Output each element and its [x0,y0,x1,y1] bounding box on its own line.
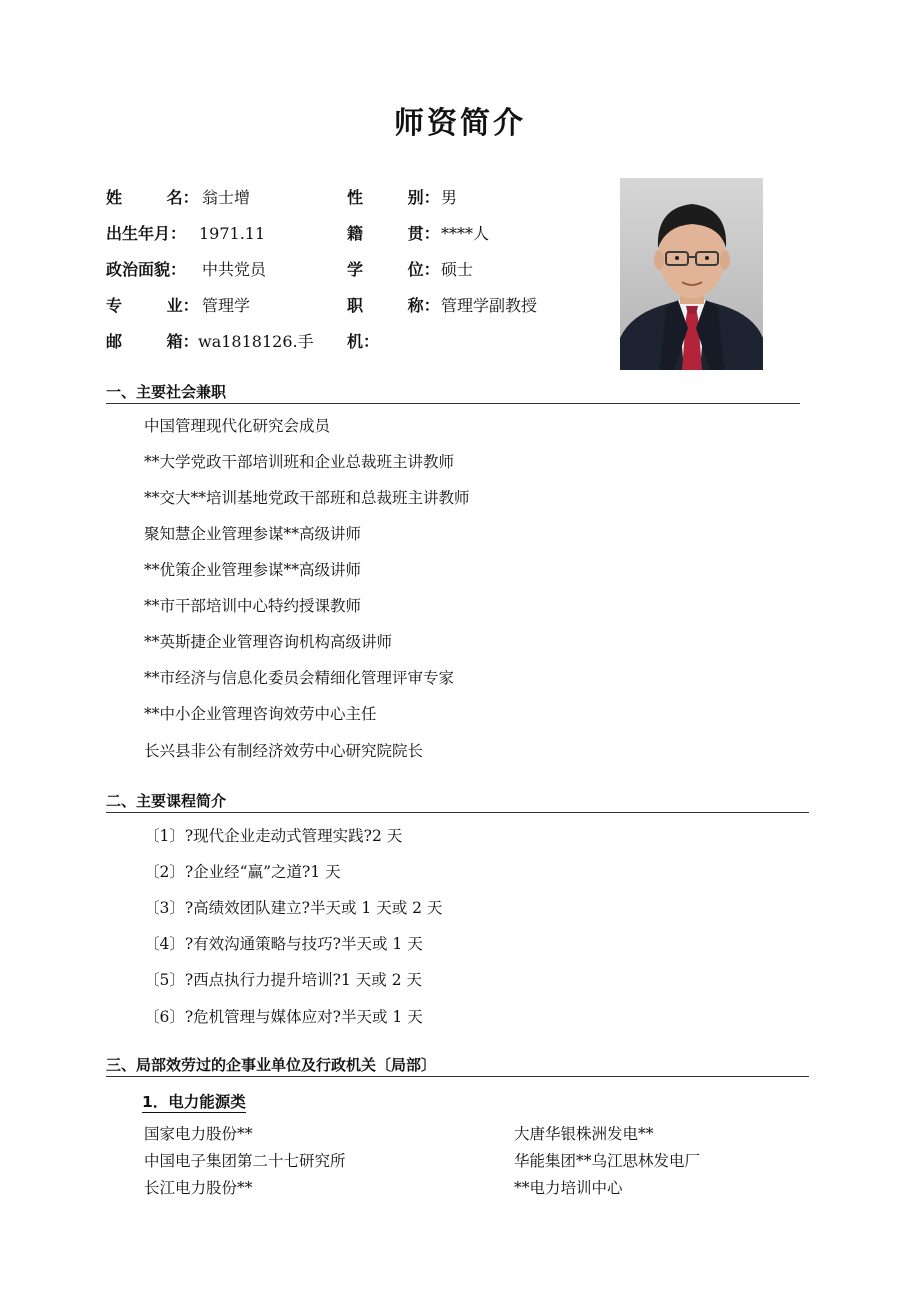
client-item-right: 华能集团**乌江思林发电厂 [514,1152,701,1170]
course-item: 〔4〕?有效沟通策略与技巧?半天或 1 天 [144,935,423,953]
course-item: 〔6〕?危机管理与媒体应对?半天或 1 天 [144,1008,423,1026]
list-item: **交大**培训基地党政干部班和总裁班主讲教师 [144,489,470,507]
client-item-right: 大唐华银株洲发电** [514,1125,654,1143]
major-value: 管理学 [202,296,251,315]
degree-value: 硕士 [441,260,474,279]
title-label: 职 称： [347,296,440,315]
birth-label: 出生年月： [106,224,187,243]
name-label: 姓 名： [106,188,199,207]
phone-label: 机： [347,332,380,351]
list-item: **市经济与信息化委员会精细化管理评审专家 [144,669,455,687]
section-heading-clients: 三、局部效劳过的企事业单位及行政机关〔局部〕 [106,1055,809,1077]
politics-value: 中共党员 [202,260,267,279]
client-item-right: **电力培训中心 [514,1179,623,1197]
major-label: 专 业： [106,296,199,315]
list-item: 中国管理现代化研究会成员 [144,417,331,435]
course-item: 〔3〕?高绩效团队建立?半天或 1 天或 2 天 [144,899,443,917]
course-item: 〔5〕?西点执行力提升培训?1 天或 2 天 [144,971,422,989]
info-row-politics-degree [106,259,586,281]
email-label: 邮 箱： [106,332,199,351]
course-item: 〔1〕?现代企业走动式管理实践?2 天 [144,827,403,845]
info-row-major-title [106,295,586,317]
portrait-photo [620,178,763,370]
gender-label: 性 别： [347,188,440,207]
list-item: 长兴县非公有制经济效劳中心研究院院长 [144,742,424,760]
list-item: **英斯捷企业管理咨询机构高级讲师 [144,633,393,651]
info-row-name-gender [106,187,586,209]
degree-label: 学 位： [347,260,440,279]
list-item: 聚知慧企业管理参谋**高级讲师 [144,525,362,543]
politics-label: 政治面貌： [106,260,187,279]
client-item-left: 国家电力股份** [144,1125,253,1143]
info-row-email-phone [106,331,586,353]
course-item: 〔2〕?企业经“赢”之道?1 天 [144,863,341,881]
origin-value: ****人 [441,224,490,243]
section-heading-courses: 二、主要课程简介 [106,791,809,813]
subheading-power-energy: 1．电力能源类 [142,1093,246,1111]
name-value: 翁士增 [202,188,251,207]
client-item-left: 中国电子集团第二十七研究所 [144,1152,346,1170]
list-item: **大学党政干部培训班和企业总裁班主讲教师 [144,453,455,471]
list-item: **市干部培训中心特约授课教师 [144,597,362,615]
birth-value: 1971.11 [199,224,266,243]
list-item: **优策企业管理参谋**高级讲师 [144,561,362,579]
portrait-illustration [620,178,763,370]
info-row-birth-origin [106,223,586,245]
title-value: 管理学副教授 [441,296,538,315]
page-title: 师资简介 [394,106,526,141]
email-value: wa1818126.手 [198,332,314,351]
gender-value: 男 [441,188,458,207]
list-item: **中小企业管理咨询效劳中心主任 [144,705,377,723]
client-item-left: 长江电力股份** [144,1179,253,1197]
section-heading-social-roles: 一、主要社会兼职 [106,382,800,404]
origin-label: 籍 贯： [347,224,440,243]
